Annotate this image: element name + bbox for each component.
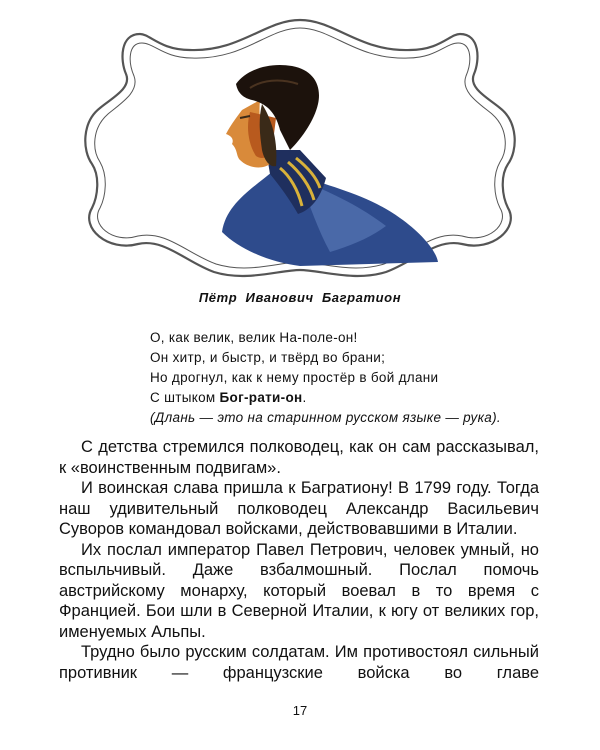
poem-line: О, как велик, велик На-поле-он! xyxy=(150,330,358,345)
portrait-caption: Пётр Иванович Багратион xyxy=(198,290,402,305)
poem-line-start: С штыком xyxy=(150,390,220,405)
poem-pun: Бог-рати-он xyxy=(219,390,303,405)
bagration-portrait xyxy=(222,65,438,266)
poem-line xyxy=(150,388,570,408)
paragraph: Их послал император Павел Петрович, человек умный, но вспыльчивый. Даже взбалмошный. Послал помочь австрийскому монарху, который воевал в то время с Францией. Бои шли в Северной Италии, к югу от великих гор, именуемых Альпы. xyxy=(59,540,539,641)
paragraph: Трудно было русским солдатам. Им противостоял сильный противник — французские войска во главе xyxy=(59,643,539,682)
paragraph: И воинская слава пришла к Багратиону! В 1799 году. Тогда наш удивительный полководец Александр Васильевич Суворов командовал войсками, действовавшими в Италии. xyxy=(59,479,539,538)
poem-note: (Длань — это на старинном русском языке — рука). xyxy=(150,410,501,425)
portrait-illustration xyxy=(0,0,600,290)
paragraph: С детства стремился полководец, как он сам рассказывал, к «воинственным подвигам». xyxy=(59,438,539,477)
poem-line: Но дрогнул, как к нему простёр в бой длани xyxy=(150,370,439,385)
body-text xyxy=(59,437,539,683)
poem-line: Он хитр, и быстр, и твёрд во брани; xyxy=(150,350,386,365)
poem-line-end: . xyxy=(302,390,307,405)
page-number: 17 xyxy=(292,703,308,718)
epigram-poem xyxy=(150,328,570,428)
